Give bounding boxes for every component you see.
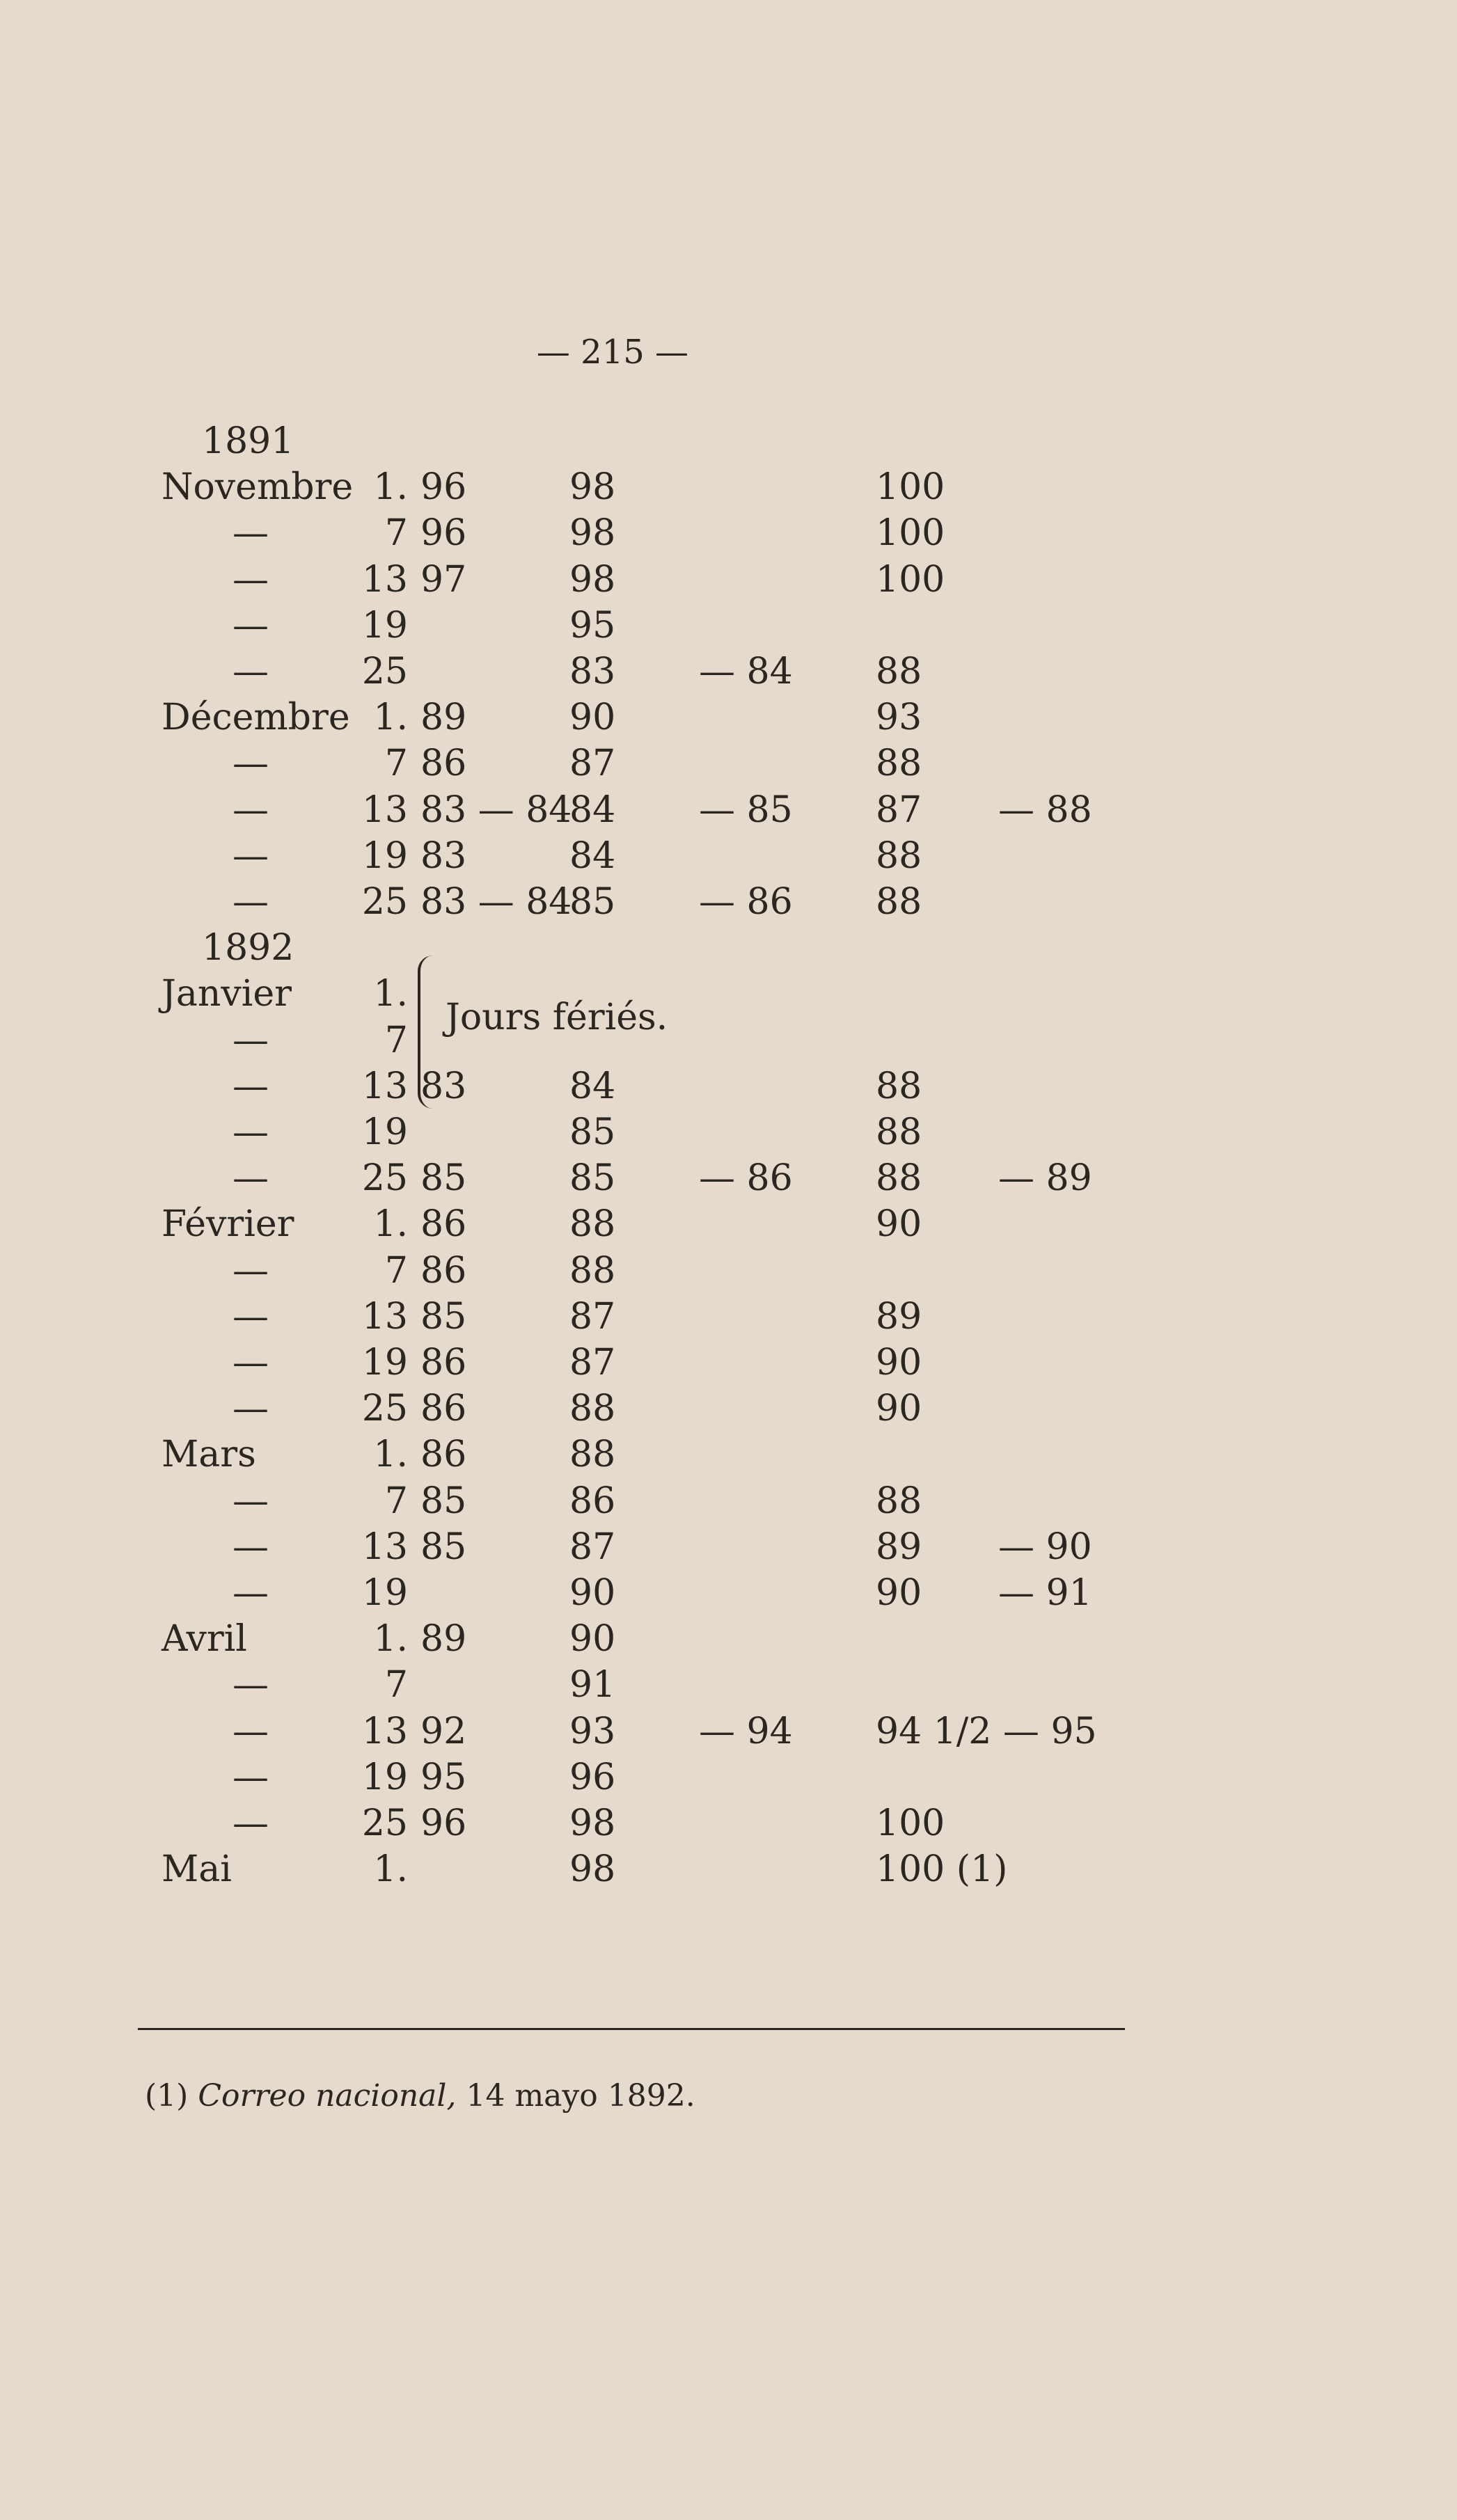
value-cell: 96 (569, 1757, 616, 1798)
day-cell: 7 (384, 1664, 408, 1706)
value-cell: 92 (420, 1711, 467, 1752)
day-cell: 13 (361, 1711, 408, 1752)
value-cell: 85 (569, 881, 616, 923)
value-cell: — 86 (699, 1157, 793, 1199)
value-cell: 90 (569, 1572, 616, 1614)
value-cell: 88 (876, 1111, 922, 1153)
day-cell: 25 (361, 651, 408, 692)
ditto-mark: — (233, 1802, 269, 1844)
value-cell: 98 (569, 559, 616, 601)
day-cell: 19 (361, 1342, 408, 1384)
day-cell: 1. (373, 466, 408, 508)
value-cell: 100 (876, 466, 945, 508)
month-label: Mars (162, 1434, 256, 1475)
value-cell: 98 (569, 512, 616, 554)
value-cell: 100 (876, 512, 945, 554)
value-cell: — 84 (699, 651, 793, 692)
month-label: Avril (162, 1618, 247, 1660)
ditto-mark: — (233, 1111, 269, 1153)
value-cell: 84 (569, 835, 616, 877)
value-cell: — 85 (699, 789, 793, 831)
day-cell: 13 (361, 559, 408, 601)
value-cell: 90 (569, 697, 616, 738)
value-cell: 97 (420, 559, 467, 601)
value-cell: — 86 (699, 881, 793, 923)
day-cell: 13 (361, 789, 408, 831)
value-cell: 89 (876, 1526, 922, 1568)
day-cell: 25 (361, 1157, 408, 1199)
value-cell: 93 (876, 697, 922, 738)
day-cell: 19 (361, 1572, 408, 1614)
value-cell: 86 (420, 1388, 467, 1429)
value-cell: 84 (569, 1065, 616, 1107)
day-cell: 19 (361, 605, 408, 647)
month-label: Décembre (162, 697, 350, 738)
value-cell: 100 (1) (876, 1848, 1008, 1890)
ditto-mark: — (233, 743, 269, 784)
value-cell: — 89 (998, 1157, 1092, 1199)
page-number: — 215 — (536, 333, 689, 372)
value-cell: 100 (876, 559, 945, 601)
value-cell: 88 (876, 743, 922, 784)
holiday-brace (418, 956, 439, 1109)
value-cell: 88 (876, 881, 922, 923)
value-cell: 89 (420, 1618, 467, 1660)
value-cell: 85 (420, 1296, 467, 1338)
value-cell: 86 (420, 1342, 467, 1384)
ditto-mark: — (233, 1388, 269, 1429)
day-cell: 25 (361, 881, 408, 923)
value-cell: 90 (876, 1203, 922, 1245)
value-cell: — 90 (998, 1526, 1092, 1568)
day-cell: 7 (384, 1250, 408, 1292)
holiday-note: Jours fériés. (446, 997, 668, 1038)
footnote-rule (138, 2028, 1125, 2030)
ditto-mark: — (233, 835, 269, 877)
value-cell: 91 (569, 1664, 616, 1706)
ditto-mark: — (233, 605, 269, 647)
day-cell: 25 (361, 1802, 408, 1844)
value-cell: 87 (569, 1526, 616, 1568)
value-cell: 87 (569, 743, 616, 784)
month-label: Novembre (162, 466, 354, 508)
value-cell: 85 (420, 1157, 467, 1199)
value-cell: 93 (569, 1711, 616, 1752)
value-cell: 86 (420, 1203, 467, 1245)
month-label: Mai (162, 1848, 232, 1890)
ditto-mark: — (233, 1250, 269, 1292)
day-cell: 1. (373, 1618, 408, 1660)
ditto-mark: — (233, 1526, 269, 1568)
month-label: Janvier (162, 973, 292, 1015)
day-cell: 25 (361, 1388, 408, 1429)
ditto-mark: — (233, 1572, 269, 1614)
day-cell: 1. (373, 1434, 408, 1475)
ditto-mark: — (233, 789, 269, 831)
value-cell: 88 (876, 651, 922, 692)
value-cell: 89 (420, 697, 467, 738)
value-cell: 86 (569, 1480, 616, 1522)
value-cell: 90 (876, 1342, 922, 1384)
value-cell: 98 (569, 1802, 616, 1844)
ditto-mark: — (233, 1757, 269, 1798)
day-cell: 13 (361, 1296, 408, 1338)
value-cell: 87 (569, 1342, 616, 1384)
ditto-mark: — (233, 1711, 269, 1752)
value-cell: 96 (420, 512, 467, 554)
ditto-mark: — (233, 1342, 269, 1384)
ditto-mark: — (233, 1157, 269, 1199)
value-cell: 90 (876, 1572, 922, 1614)
value-cell: 96 (420, 1802, 467, 1844)
day-cell: 7 (384, 1020, 408, 1061)
value-cell: 83 (569, 651, 616, 692)
value-cell: 88 (569, 1250, 616, 1292)
ditto-mark: — (233, 1065, 269, 1107)
month-label: Février (162, 1203, 294, 1245)
value-cell: 98 (569, 466, 616, 508)
value-cell: 87 (569, 1296, 616, 1338)
value-cell: — 94 (699, 1711, 793, 1752)
value-cell: 88 (876, 1157, 922, 1199)
value-cell: 86 (420, 1250, 467, 1292)
ditto-mark: — (233, 512, 269, 554)
value-cell: 83 (420, 835, 467, 877)
value-cell: 86 (420, 743, 467, 784)
value-cell: 90 (569, 1618, 616, 1660)
value-cell: 85 (569, 1111, 616, 1153)
value-cell: 84 (569, 789, 616, 831)
ditto-mark: — (233, 1480, 269, 1522)
ditto-mark: — (233, 559, 269, 601)
value-cell: 98 (569, 1848, 616, 1890)
day-cell: 13 (361, 1065, 408, 1107)
footnote-source: Correo nacional, (198, 2078, 457, 2114)
value-cell: 86 (420, 1434, 467, 1475)
value-cell: 88 (569, 1203, 616, 1245)
ditto-mark: — (233, 1296, 269, 1338)
value-cell: 87 (876, 789, 922, 831)
value-cell: 83 — 84 (420, 789, 572, 831)
ditto-mark: — (233, 1020, 269, 1061)
value-cell: — 91 (998, 1572, 1092, 1614)
value-cell: 88 (876, 1065, 922, 1107)
day-cell: 13 (361, 1526, 408, 1568)
value-cell: 88 (876, 835, 922, 877)
value-cell: 89 (876, 1296, 922, 1338)
value-cell: 94 1/2 — 95 (876, 1711, 1097, 1752)
value-cell: 88 (876, 1480, 922, 1522)
day-cell: 19 (361, 1757, 408, 1798)
ditto-mark: — (233, 1664, 269, 1706)
value-cell: 85 (569, 1157, 616, 1199)
footnote (145, 2078, 695, 2114)
year-label: 1892 (202, 927, 294, 969)
day-cell: 19 (361, 835, 408, 877)
day-cell: 7 (384, 743, 408, 784)
value-cell: 88 (569, 1434, 616, 1475)
value-cell: 83 (420, 1065, 467, 1107)
value-cell: 85 (420, 1526, 467, 1568)
day-cell: 1. (373, 697, 408, 738)
day-cell: 1. (373, 1203, 408, 1245)
value-cell: 95 (569, 605, 616, 647)
value-cell: 83 — 84 (420, 881, 572, 923)
day-cell: 7 (384, 512, 408, 554)
day-cell: 7 (384, 1480, 408, 1522)
day-cell: 1. (373, 1848, 408, 1890)
ditto-mark: — (233, 881, 269, 923)
day-cell: 1. (373, 973, 408, 1015)
day-cell: 19 (361, 1111, 408, 1153)
value-cell: — 88 (998, 789, 1092, 831)
value-cell: 95 (420, 1757, 467, 1798)
footnote-marker: (1) (145, 2078, 189, 2114)
year-label: 1891 (202, 420, 294, 462)
ditto-mark: — (233, 651, 269, 692)
value-cell: 96 (420, 466, 467, 508)
value-cell: 100 (876, 1802, 945, 1844)
value-cell: 88 (569, 1388, 616, 1429)
footnote-date: 14 mayo 1892. (466, 2078, 695, 2114)
value-cell: 90 (876, 1388, 922, 1429)
value-cell: 85 (420, 1480, 467, 1522)
